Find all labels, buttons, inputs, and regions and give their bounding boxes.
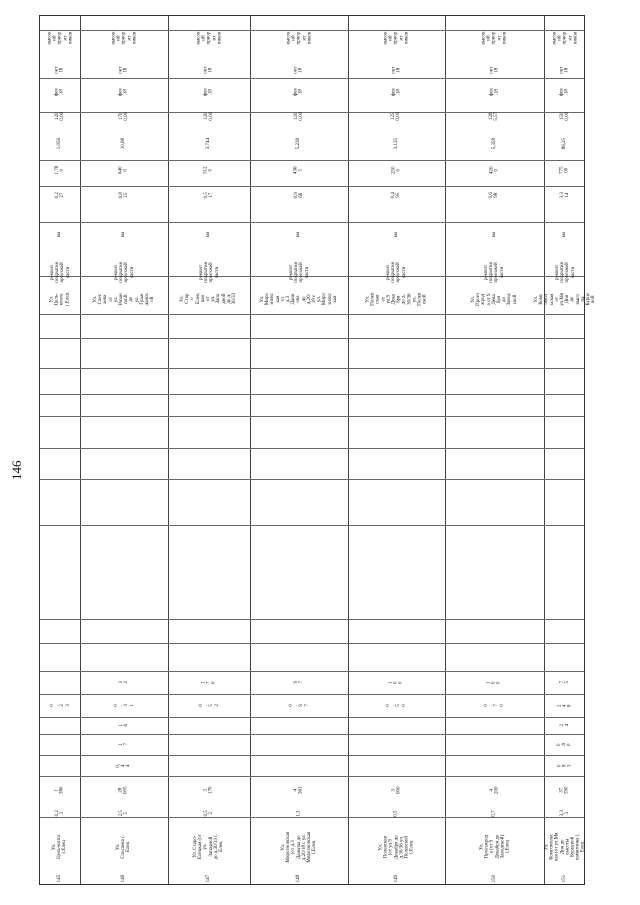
cell-repair: ремонт покрытия проезжей части: [49, 261, 71, 283]
cell-period: фев .18: [489, 88, 500, 96]
cell-c9: 1 7 0: [201, 681, 217, 684]
column-divider-13: [40, 448, 584, 449]
cell-c8: 0 . 9 7: [288, 704, 310, 707]
cell-width: 28 005: [118, 786, 129, 795]
cell-width: 4 363: [293, 786, 304, 795]
cell-num: 148: [296, 875, 302, 883]
cell-area: 640 0: [118, 166, 129, 174]
cell-name: Ул. Цель-конта (.Елец: [52, 834, 68, 860]
cell-area: 1,78 0: [54, 165, 65, 175]
cell-period: фев .18: [203, 88, 214, 96]
cell-period: фев .18: [559, 88, 570, 96]
cell-repair: ремонт покрытия проезжей части: [554, 261, 576, 283]
cell-num: 146: [121, 875, 127, 883]
cell-sum: 170 0,00: [118, 111, 129, 121]
cell-width: 4 200: [489, 786, 500, 795]
cell-c5: [250, 755, 348, 776]
column-divider-9: [40, 338, 584, 339]
cell-period2: окт 18: [293, 66, 304, 75]
cell-sum: 128 5,57: [489, 111, 500, 121]
cell-note: высок ий приор ит пиков: [551, 31, 578, 45]
cell-route: Ул. Цель- конта (.Елец: [49, 292, 71, 306]
cell-num: 151: [562, 875, 568, 883]
cell-sum: 120 0,00: [293, 111, 304, 121]
cell-unit: км: [206, 231, 212, 238]
cell-unit: км: [491, 231, 497, 238]
cell-c6: [250, 734, 348, 755]
cell-repair: ремонт покрытия проезжей части: [113, 261, 135, 283]
cell-cost: 5,238: [296, 138, 302, 150]
cell-note: высок ий приор ит пиков: [383, 31, 410, 45]
cell-cost: 5,358: [491, 138, 497, 150]
cell-sum: 120 0,00: [203, 111, 214, 121]
cell-cost: 10,68: [121, 138, 127, 150]
column-divider-15: [40, 525, 584, 526]
cell-period2: окт 18: [118, 66, 129, 75]
cell-note: высок ий приор ит пиков: [285, 31, 312, 45]
cell-c8: 0 . 3 1: [113, 704, 135, 707]
cell-c9: 1 0 0: [388, 681, 405, 684]
cell-route: Ул. Комс омол ьская от ул.Мя Дня до высо ты Бурце вой: [533, 292, 597, 306]
cell-c6: [445, 734, 544, 755]
cell-name: Ул. Комсомольс кая (от ул.Мя Дня до высоты Бурцевой памятника (. Елец: [544, 832, 586, 862]
cell-length: 0,5 2: [203, 810, 214, 817]
cell-c5: [168, 755, 250, 776]
cell-note: высок ий приор ит пиков: [110, 31, 137, 45]
cell-name: Ул. Полевская (от ул.9 Декабря до д.30/36 ул. Полевской (.Елец: [378, 835, 415, 859]
cell-repair: ремонт покрытия проезжей части: [198, 261, 220, 283]
cell-route: Ул. Полев ская от ул.9 Дека бря до д. 30/36 ул. Полев ской: [365, 292, 428, 306]
cell-c6: [348, 734, 445, 755]
cell-length: 0,7: [491, 810, 497, 817]
cell-unit: км: [296, 231, 302, 238]
cell-route: Ул. Миро зновс кая от д.3 Данк ова до д.20/ 18 с ул. Миро зновс кая: [259, 292, 338, 306]
cell-c8: 0 . 5 0: [386, 704, 407, 707]
cell-sum: 150 0,00: [559, 111, 570, 121]
cell-area: 436 5: [293, 166, 304, 174]
cell-c8: 0 . 2 3: [49, 704, 71, 707]
cell-length: 0,2 3: [54, 810, 65, 817]
cell-width: 3 000: [391, 786, 402, 795]
cell-num: 150: [491, 875, 497, 883]
cell-qty: 0,9 66: [293, 191, 304, 199]
cell-unit: км: [57, 231, 63, 238]
cell-period2: окт 18: [391, 66, 402, 75]
cell-width: 1 380: [54, 786, 65, 795]
cell-qty: 0,2 27: [54, 191, 65, 199]
cell-cost: 86,25: [562, 138, 568, 150]
column-divider-8: [40, 314, 584, 315]
cell-route: Ул. Слес аева от ул. Рязан ской до ул. Граж данск ой: [92, 292, 156, 306]
cell-cost: 1,056: [57, 138, 63, 150]
cell-c5: [348, 755, 445, 776]
cell-qty: 0,4 95: [391, 191, 402, 199]
column-divider-12: [40, 416, 584, 417]
cell-period: фев .18: [293, 88, 304, 96]
cell-area: 775 00: [559, 166, 570, 174]
cell-c6: [168, 734, 250, 755]
column-divider-16: [40, 619, 584, 620]
road-repair-table: [39, 15, 597, 885]
cell-length: 1,3: [296, 810, 302, 817]
column-divider-10: [40, 368, 584, 369]
cell-c6: [40, 734, 80, 755]
cell-note: высок ий приор ит пиков: [46, 31, 73, 45]
cell-route: Ул. Стар о Елец кая от ул. Запа дной до д. 30/33: [180, 293, 238, 305]
cell-area: 312 0: [203, 166, 214, 174]
cell-c7: [168, 717, 250, 734]
cell-c7: [250, 717, 348, 734]
cell-num: 149: [393, 875, 399, 883]
cell-unit: км: [562, 231, 568, 238]
cell-period: фев .18: [118, 88, 129, 96]
cell-c6: 1 7: [118, 743, 129, 746]
cell-unit: км: [393, 231, 399, 238]
cell-period2: окт 18: [203, 66, 214, 75]
column-divider-17: [40, 643, 584, 644]
cell-repair: ремонт покрытия проезжей части: [386, 261, 407, 283]
column-divider-11: [40, 394, 584, 395]
cell-repair: ремонт покрытия проезжей части: [288, 261, 310, 283]
cell-c5: 0, 4 4: [116, 763, 132, 768]
cell-num: 147: [206, 875, 212, 883]
cell-name: Ул. Слесаева (. Елец: [116, 835, 132, 859]
cell-c7: 1 6: [118, 724, 129, 727]
page-number: 146: [9, 460, 24, 480]
cell-sum: 125 0,00: [391, 111, 402, 121]
cell-length: 2,5 5: [118, 810, 129, 817]
cell-qty: 0,5 17: [203, 191, 214, 199]
cell-c8: 2 4 8: [557, 704, 573, 707]
cell-period: фев .18: [54, 88, 65, 96]
cell-period2: окт 18: [559, 66, 570, 75]
cell-c5: [445, 755, 544, 776]
cell-num: 145: [57, 875, 63, 883]
cell-c8: 0 . 7 0: [484, 704, 505, 707]
cell-note: высок ий приор ит пиков: [481, 31, 508, 45]
cell-c7: [40, 717, 80, 734]
cell-period2: окт 18: [54, 66, 65, 75]
cell-area: 420 0: [489, 166, 500, 174]
cell-qty: 3,3 14: [559, 191, 570, 199]
cell-c7: [445, 717, 544, 734]
cell-length: 3,3 3: [559, 810, 570, 817]
cell-qty: 0,8 15: [118, 191, 129, 199]
cell-unit: км: [121, 231, 127, 238]
cell-cost: 3,744: [206, 138, 212, 150]
cell-period: фев .18: [391, 88, 402, 96]
cell-c5: [40, 755, 80, 776]
cell-length: 0,5: [393, 810, 399, 817]
cell-period2: окт 18: [489, 66, 500, 75]
cell-c9: 7 5: [559, 681, 570, 684]
cell-cost: 3,125: [393, 138, 399, 150]
column-divider-14: [40, 479, 584, 480]
cell-c7: 2 4: [559, 724, 570, 727]
cell-c8: 0 . 5 2: [198, 704, 220, 707]
cell-name: Ул. Старо- Елецкая (от ул. Западной до д.30/33 (. Елец: [193, 834, 225, 860]
cell-c9: 3 2: [118, 681, 129, 684]
cell-c9: 9 7: [293, 681, 304, 684]
cell-sum: 120 0,00: [54, 111, 65, 121]
cell-area: 250 0: [391, 166, 402, 174]
cell-note: высок ий приор ит пиков: [195, 31, 222, 45]
cell-width: 37 590: [559, 786, 570, 795]
cell-route: Ул. Проез жрод а от 9 Дека бря до Завод ской: [471, 292, 518, 306]
cell-qty: 0,6 98: [489, 191, 500, 199]
cell-c5: 0 8 3: [557, 764, 573, 767]
cell-repair: ремонт покрытия проезжей части: [484, 261, 505, 283]
cell-c9: 1 0 0: [486, 681, 503, 684]
cell-c7: [348, 717, 445, 734]
cell-c6: 0 .9 0: [557, 742, 573, 747]
cell-name: Ул. Проезжрод а (от 9 Декабря до Заводской) (.Елец: [478, 835, 510, 859]
cell-width: 3 170: [203, 786, 214, 795]
cell-name: Ул. Мирозновская (от д.3 Данкова до д.20/18 с ул. Мирозновская (.Елец: [280, 831, 317, 863]
